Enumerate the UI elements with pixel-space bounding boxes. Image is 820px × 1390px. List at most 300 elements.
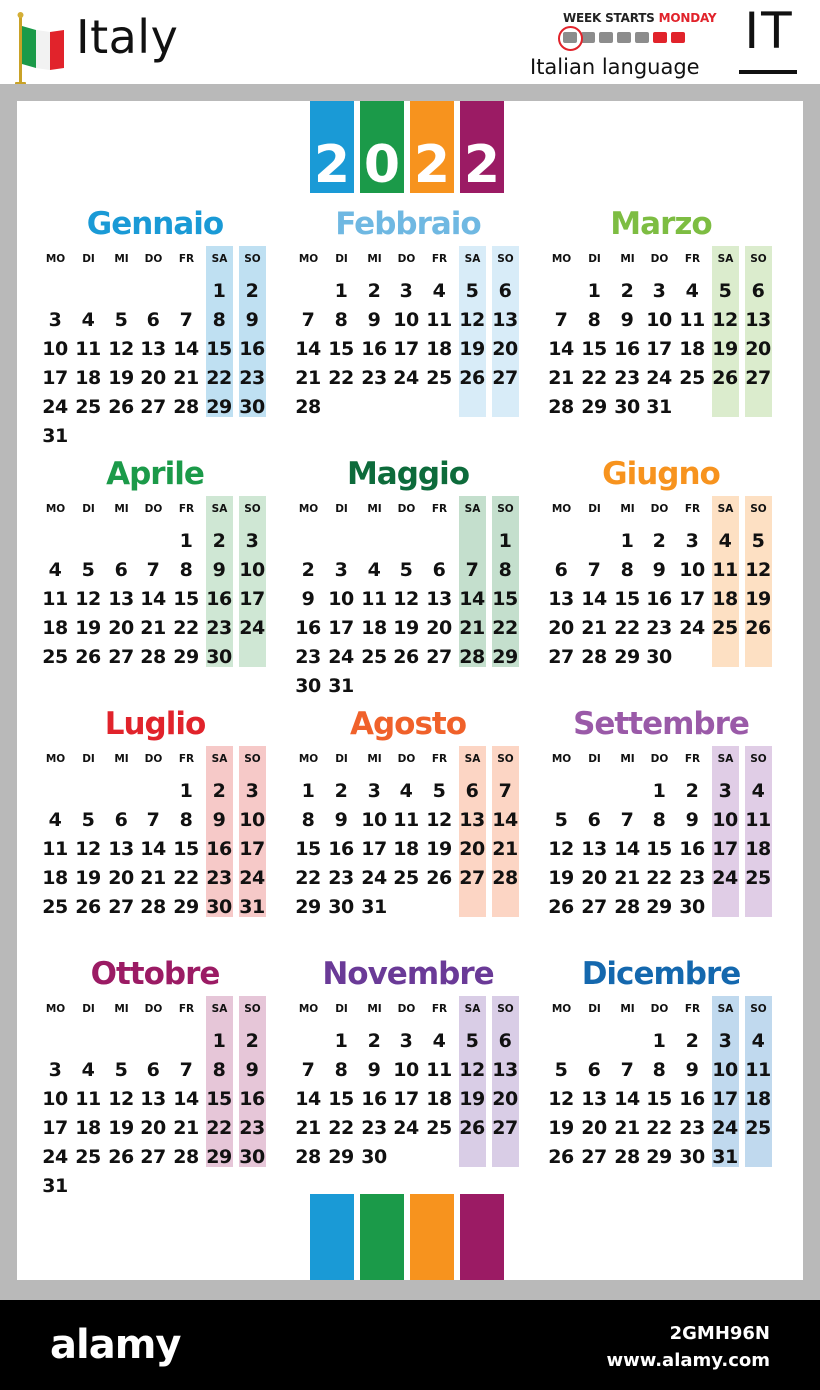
day-number: 6 <box>146 309 160 331</box>
day-number: 12 <box>75 588 101 610</box>
day-number: 6 <box>465 780 479 802</box>
day-number: 20 <box>459 838 485 860</box>
day-number: 16 <box>206 588 232 610</box>
weekday-header: FR <box>178 1003 195 1015</box>
day-number: 4 <box>432 280 446 302</box>
day-number: 22 <box>206 367 232 389</box>
weekday-header: MO <box>45 253 66 265</box>
day-number: 6 <box>114 809 128 831</box>
day-number: 23 <box>239 367 265 389</box>
weekend-column-highlight <box>712 996 739 1167</box>
weekday-header: SO <box>750 503 767 515</box>
weekend-column-highlight <box>459 746 486 917</box>
day-number: 13 <box>581 1088 607 1110</box>
day-number: 22 <box>492 617 518 639</box>
weekday-header: MI <box>620 753 635 765</box>
color-bar <box>410 1194 454 1280</box>
month-novembre <box>293 956 523 1209</box>
day-number: 19 <box>548 867 574 889</box>
month-name: Aprile <box>106 456 204 492</box>
day-number: 30 <box>679 896 705 918</box>
month-name: Gennaio <box>86 206 224 242</box>
day-number: 31 <box>239 896 265 918</box>
day-number: 12 <box>426 809 452 831</box>
day-number: 7 <box>179 1059 193 1081</box>
weekday-header: MO <box>45 1003 66 1015</box>
day-number: 23 <box>239 1117 265 1139</box>
day-number: 16 <box>679 1088 705 1110</box>
day-number: 5 <box>554 1059 568 1081</box>
day-number: 7 <box>498 780 512 802</box>
month-name: Giugno <box>602 456 720 492</box>
day-number: 28 <box>548 396 574 418</box>
day-number: 16 <box>614 338 640 360</box>
day-number: 17 <box>712 838 738 860</box>
weekday-header: MO <box>551 1003 572 1015</box>
day-number: 1 <box>179 530 193 552</box>
weekday-header: SA <box>464 753 481 765</box>
day-number: 1 <box>498 530 512 552</box>
weekday-header: DI <box>335 1003 348 1015</box>
day-number: 13 <box>108 838 134 860</box>
day-number: 6 <box>146 1059 160 1081</box>
day-number: 11 <box>745 1059 771 1081</box>
weekday-header: MI <box>367 1003 382 1015</box>
day-number: 17 <box>393 338 419 360</box>
day-number: 23 <box>361 367 387 389</box>
day-number: 1 <box>620 530 634 552</box>
day-number: 3 <box>245 530 259 552</box>
day-number: 12 <box>108 1088 134 1110</box>
weekend-column-highlight <box>459 496 486 667</box>
day-number: 4 <box>751 1030 765 1052</box>
weekday-header: MO <box>298 1003 319 1015</box>
year-digit-block <box>410 101 454 193</box>
day-number: 24 <box>42 396 68 418</box>
day-number: 2 <box>212 780 226 802</box>
day-number: 28 <box>173 396 199 418</box>
day-number: 21 <box>614 1117 640 1139</box>
weekday-header: MI <box>620 1003 635 1015</box>
day-number: 26 <box>712 367 738 389</box>
day-number: 26 <box>459 1117 485 1139</box>
day-number: 25 <box>745 1117 771 1139</box>
day-number: 31 <box>42 1175 68 1197</box>
day-number: 27 <box>581 896 607 918</box>
day-number: 24 <box>361 867 387 889</box>
day-number: 7 <box>587 559 601 581</box>
weekend-column-highlight <box>459 246 486 417</box>
color-bar <box>360 1194 404 1280</box>
weekday-header: DO <box>144 1003 163 1015</box>
day-number: 16 <box>239 338 265 360</box>
day-number: 28 <box>140 896 166 918</box>
day-number: 30 <box>206 896 232 918</box>
day-number: 22 <box>173 867 199 889</box>
day-number: 27 <box>548 646 574 668</box>
day-number: 3 <box>685 530 699 552</box>
day-number: 21 <box>581 617 607 639</box>
day-number: 20 <box>426 617 452 639</box>
day-number: 3 <box>652 280 666 302</box>
day-number: 28 <box>295 1146 321 1168</box>
day-number: 9 <box>212 559 226 581</box>
day-number: 8 <box>179 809 193 831</box>
month-settembre <box>546 706 776 959</box>
day-number: 7 <box>146 809 160 831</box>
day-number: 15 <box>206 1088 232 1110</box>
day-number: 12 <box>548 838 574 860</box>
weekday-header: DO <box>144 253 163 265</box>
day-number: 30 <box>679 1146 705 1168</box>
day-number: 23 <box>295 646 321 668</box>
day-number: 9 <box>301 588 315 610</box>
day-number: 29 <box>206 396 232 418</box>
day-number: 2 <box>685 1030 699 1052</box>
weekday-header: FR <box>178 753 195 765</box>
month-name: Febbraio <box>335 206 481 242</box>
day-number: 11 <box>426 1059 452 1081</box>
weekend-column-highlight <box>206 746 233 917</box>
weekday-header: SA <box>464 503 481 515</box>
day-number: 15 <box>581 338 607 360</box>
weekday-header: MO <box>45 503 66 515</box>
day-number: 8 <box>212 309 226 331</box>
weekend-column-highlight <box>712 746 739 917</box>
day-number: 2 <box>245 1030 259 1052</box>
month-maggio <box>293 456 523 709</box>
day-number: 17 <box>393 1088 419 1110</box>
day-number: 28 <box>173 1146 199 1168</box>
day-number: 29 <box>646 896 672 918</box>
day-number: 10 <box>712 1059 738 1081</box>
day-number: 8 <box>652 809 666 831</box>
day-number: 9 <box>212 809 226 831</box>
year-digit: 2 <box>313 135 351 195</box>
weekday-header: MI <box>367 753 382 765</box>
country-code-underline <box>739 70 797 74</box>
day-number: 1 <box>334 280 348 302</box>
day-number: 30 <box>239 1146 265 1168</box>
day-number: 22 <box>646 1117 672 1139</box>
day-number: 25 <box>679 367 705 389</box>
day-number: 5 <box>554 809 568 831</box>
day-number: 10 <box>42 338 68 360</box>
day-number: 15 <box>328 1088 354 1110</box>
weekend-column-highlight <box>492 246 519 417</box>
day-number: 6 <box>498 1030 512 1052</box>
day-number: 8 <box>334 309 348 331</box>
day-number: 11 <box>679 309 705 331</box>
weekday-header: FR <box>431 753 448 765</box>
day-number: 6 <box>751 280 765 302</box>
day-number: 29 <box>646 1146 672 1168</box>
day-number: 3 <box>399 1030 413 1052</box>
day-number: 19 <box>459 1088 485 1110</box>
day-number: 17 <box>328 617 354 639</box>
day-number: 14 <box>459 588 485 610</box>
day-number: 19 <box>745 588 771 610</box>
day-number: 25 <box>426 1117 452 1139</box>
weekday-header: MO <box>551 503 572 515</box>
day-number: 17 <box>679 588 705 610</box>
day-number: 30 <box>361 1146 387 1168</box>
day-number: 12 <box>459 309 485 331</box>
day-number: 13 <box>745 309 771 331</box>
day-number: 22 <box>206 1117 232 1139</box>
day-number: 26 <box>459 367 485 389</box>
day-number: 17 <box>712 1088 738 1110</box>
weekday-header: MO <box>298 253 319 265</box>
day-number: 31 <box>646 396 672 418</box>
day-number: 25 <box>75 396 101 418</box>
day-number: 14 <box>581 588 607 610</box>
day-number: 4 <box>399 780 413 802</box>
day-number: 21 <box>548 367 574 389</box>
day-number: 4 <box>81 309 95 331</box>
weekend-column-highlight <box>492 996 519 1167</box>
day-number: 30 <box>646 646 672 668</box>
day-number: 6 <box>432 559 446 581</box>
day-number: 26 <box>745 617 771 639</box>
day-number: 13 <box>548 588 574 610</box>
day-number: 4 <box>432 1030 446 1052</box>
weekday-header: DI <box>335 253 348 265</box>
day-number: 1 <box>334 1030 348 1052</box>
day-number: 20 <box>108 867 134 889</box>
day-number: 30 <box>295 675 321 697</box>
weekday-header: SO <box>497 253 514 265</box>
weekday-header: DI <box>588 503 601 515</box>
day-number: 16 <box>679 838 705 860</box>
weekday-header: SO <box>750 753 767 765</box>
day-number: 16 <box>295 617 321 639</box>
weekday-header: DI <box>82 253 95 265</box>
day-number: 13 <box>140 1088 166 1110</box>
day-number: 27 <box>108 646 134 668</box>
day-number: 26 <box>548 1146 574 1168</box>
day-number: 15 <box>328 338 354 360</box>
day-number: 1 <box>652 780 666 802</box>
day-number: 13 <box>492 309 518 331</box>
day-number: 25 <box>75 1146 101 1168</box>
day-number: 30 <box>614 396 640 418</box>
day-number: 6 <box>498 280 512 302</box>
weekday-header: DO <box>144 503 163 515</box>
weekday-header: SO <box>750 253 767 265</box>
day-number: 29 <box>614 646 640 668</box>
day-number: 18 <box>712 588 738 610</box>
weekday-header: SA <box>717 1003 734 1015</box>
day-number: 19 <box>426 838 452 860</box>
day-number: 21 <box>140 617 166 639</box>
day-number: 26 <box>108 1146 134 1168</box>
year-digit: 2 <box>413 135 451 195</box>
day-number: 25 <box>426 367 452 389</box>
day-number: 28 <box>614 896 640 918</box>
day-number: 24 <box>239 867 265 889</box>
day-number: 28 <box>459 646 485 668</box>
day-number: 26 <box>393 646 419 668</box>
day-number: 25 <box>361 646 387 668</box>
day-number: 22 <box>173 617 199 639</box>
month-name: Novembre <box>322 956 494 992</box>
day-number: 13 <box>426 588 452 610</box>
day-number: 14 <box>548 338 574 360</box>
day-number: 9 <box>652 559 666 581</box>
weekend-column-highlight <box>492 496 519 667</box>
day-number: 3 <box>334 559 348 581</box>
day-number: 26 <box>108 396 134 418</box>
day-number: 28 <box>295 396 321 418</box>
day-number: 14 <box>295 1088 321 1110</box>
day-number: 6 <box>554 559 568 581</box>
day-number: 4 <box>48 559 62 581</box>
day-number: 10 <box>361 809 387 831</box>
month-name: Ottobre <box>90 956 220 992</box>
day-number: 12 <box>393 588 419 610</box>
day-number: 21 <box>459 617 485 639</box>
brand-logo: alamy <box>50 1322 181 1368</box>
day-number: 19 <box>712 338 738 360</box>
day-number: 21 <box>492 838 518 860</box>
weekday-header: SO <box>244 753 261 765</box>
day-number: 29 <box>173 896 199 918</box>
day-number: 8 <box>620 559 634 581</box>
day-number: 5 <box>465 1030 479 1052</box>
day-number: 20 <box>581 867 607 889</box>
day-number: 18 <box>75 367 101 389</box>
day-number: 1 <box>179 780 193 802</box>
day-number: 6 <box>114 559 128 581</box>
day-number: 25 <box>42 896 68 918</box>
day-number: 2 <box>367 280 381 302</box>
weekday-header: FR <box>178 253 195 265</box>
month-ottobre <box>40 956 270 1209</box>
day-number: 5 <box>465 280 479 302</box>
day-number: 26 <box>75 646 101 668</box>
day-number: 18 <box>42 617 68 639</box>
day-number: 15 <box>646 838 672 860</box>
day-number: 19 <box>459 338 485 360</box>
day-number: 5 <box>718 280 732 302</box>
day-number: 11 <box>42 838 68 860</box>
day-number: 18 <box>426 1088 452 1110</box>
day-number: 20 <box>492 1088 518 1110</box>
weekend-column-highlight <box>712 496 739 667</box>
month-luglio <box>40 706 270 959</box>
weekday-header: MO <box>298 753 319 765</box>
year-digit-block <box>460 101 504 193</box>
day-number: 13 <box>108 588 134 610</box>
weekday-header: FR <box>178 503 195 515</box>
weekday-header: MI <box>114 1003 129 1015</box>
day-number: 21 <box>173 1117 199 1139</box>
day-number: 4 <box>751 780 765 802</box>
day-number: 1 <box>212 280 226 302</box>
day-number: 3 <box>718 780 732 802</box>
day-number: 9 <box>245 309 259 331</box>
day-number: 20 <box>492 338 518 360</box>
weekday-header: SA <box>717 503 734 515</box>
day-number: 8 <box>498 559 512 581</box>
weekday-header: DI <box>82 1003 95 1015</box>
day-number: 12 <box>108 338 134 360</box>
day-number: 9 <box>685 1059 699 1081</box>
weekend-column-highlight <box>239 496 266 667</box>
day-number: 16 <box>361 338 387 360</box>
day-number: 14 <box>173 338 199 360</box>
weekday-header: SA <box>717 753 734 765</box>
day-number: 19 <box>108 367 134 389</box>
weekday-header: SO <box>750 1003 767 1015</box>
day-number: 7 <box>620 809 634 831</box>
weekday-header: FR <box>431 253 448 265</box>
day-number: 8 <box>212 1059 226 1081</box>
day-number: 7 <box>620 1059 634 1081</box>
weekend-column-highlight <box>206 496 233 667</box>
weekday-header: MO <box>551 753 572 765</box>
day-number: 7 <box>179 309 193 331</box>
day-number: 22 <box>646 867 672 889</box>
day-number: 15 <box>173 588 199 610</box>
day-number: 10 <box>712 809 738 831</box>
weekday-header: DO <box>650 253 669 265</box>
day-number: 10 <box>646 309 672 331</box>
day-number: 23 <box>679 1117 705 1139</box>
weekday-header: FR <box>684 753 701 765</box>
day-number: 14 <box>614 1088 640 1110</box>
day-number: 31 <box>42 425 68 447</box>
weekday-header: DO <box>397 753 416 765</box>
day-number: 16 <box>646 588 672 610</box>
day-number: 14 <box>140 588 166 610</box>
day-number: 29 <box>328 1146 354 1168</box>
weekday-header: MI <box>367 503 382 515</box>
day-number: 2 <box>652 530 666 552</box>
day-number: 14 <box>173 1088 199 1110</box>
weekday-header: SO <box>497 1003 514 1015</box>
day-number: 27 <box>459 867 485 889</box>
day-number: 15 <box>295 838 321 860</box>
day-number: 7 <box>554 309 568 331</box>
weekday-header: MI <box>114 753 129 765</box>
day-number: 5 <box>81 559 95 581</box>
day-number: 13 <box>459 809 485 831</box>
weekend-column-highlight <box>745 246 772 417</box>
day-number: 18 <box>75 1117 101 1139</box>
month-dicembre <box>546 956 776 1209</box>
day-number: 14 <box>492 809 518 831</box>
weekend-column-highlight <box>459 996 486 1167</box>
weekday-header: SO <box>497 753 514 765</box>
month-aprile <box>40 456 270 709</box>
weekday-header: FR <box>431 1003 448 1015</box>
weekend-column-highlight <box>239 746 266 917</box>
weekday-header: DO <box>650 753 669 765</box>
day-number: 1 <box>301 780 315 802</box>
day-number: 9 <box>367 1059 381 1081</box>
day-number: 24 <box>239 617 265 639</box>
day-number: 27 <box>581 1146 607 1168</box>
day-number: 24 <box>393 367 419 389</box>
weekend-column-highlight <box>745 496 772 667</box>
weekday-header: DI <box>82 503 95 515</box>
day-number: 18 <box>393 838 419 860</box>
day-number: 27 <box>140 1146 166 1168</box>
day-number: 30 <box>328 896 354 918</box>
day-number: 25 <box>712 617 738 639</box>
